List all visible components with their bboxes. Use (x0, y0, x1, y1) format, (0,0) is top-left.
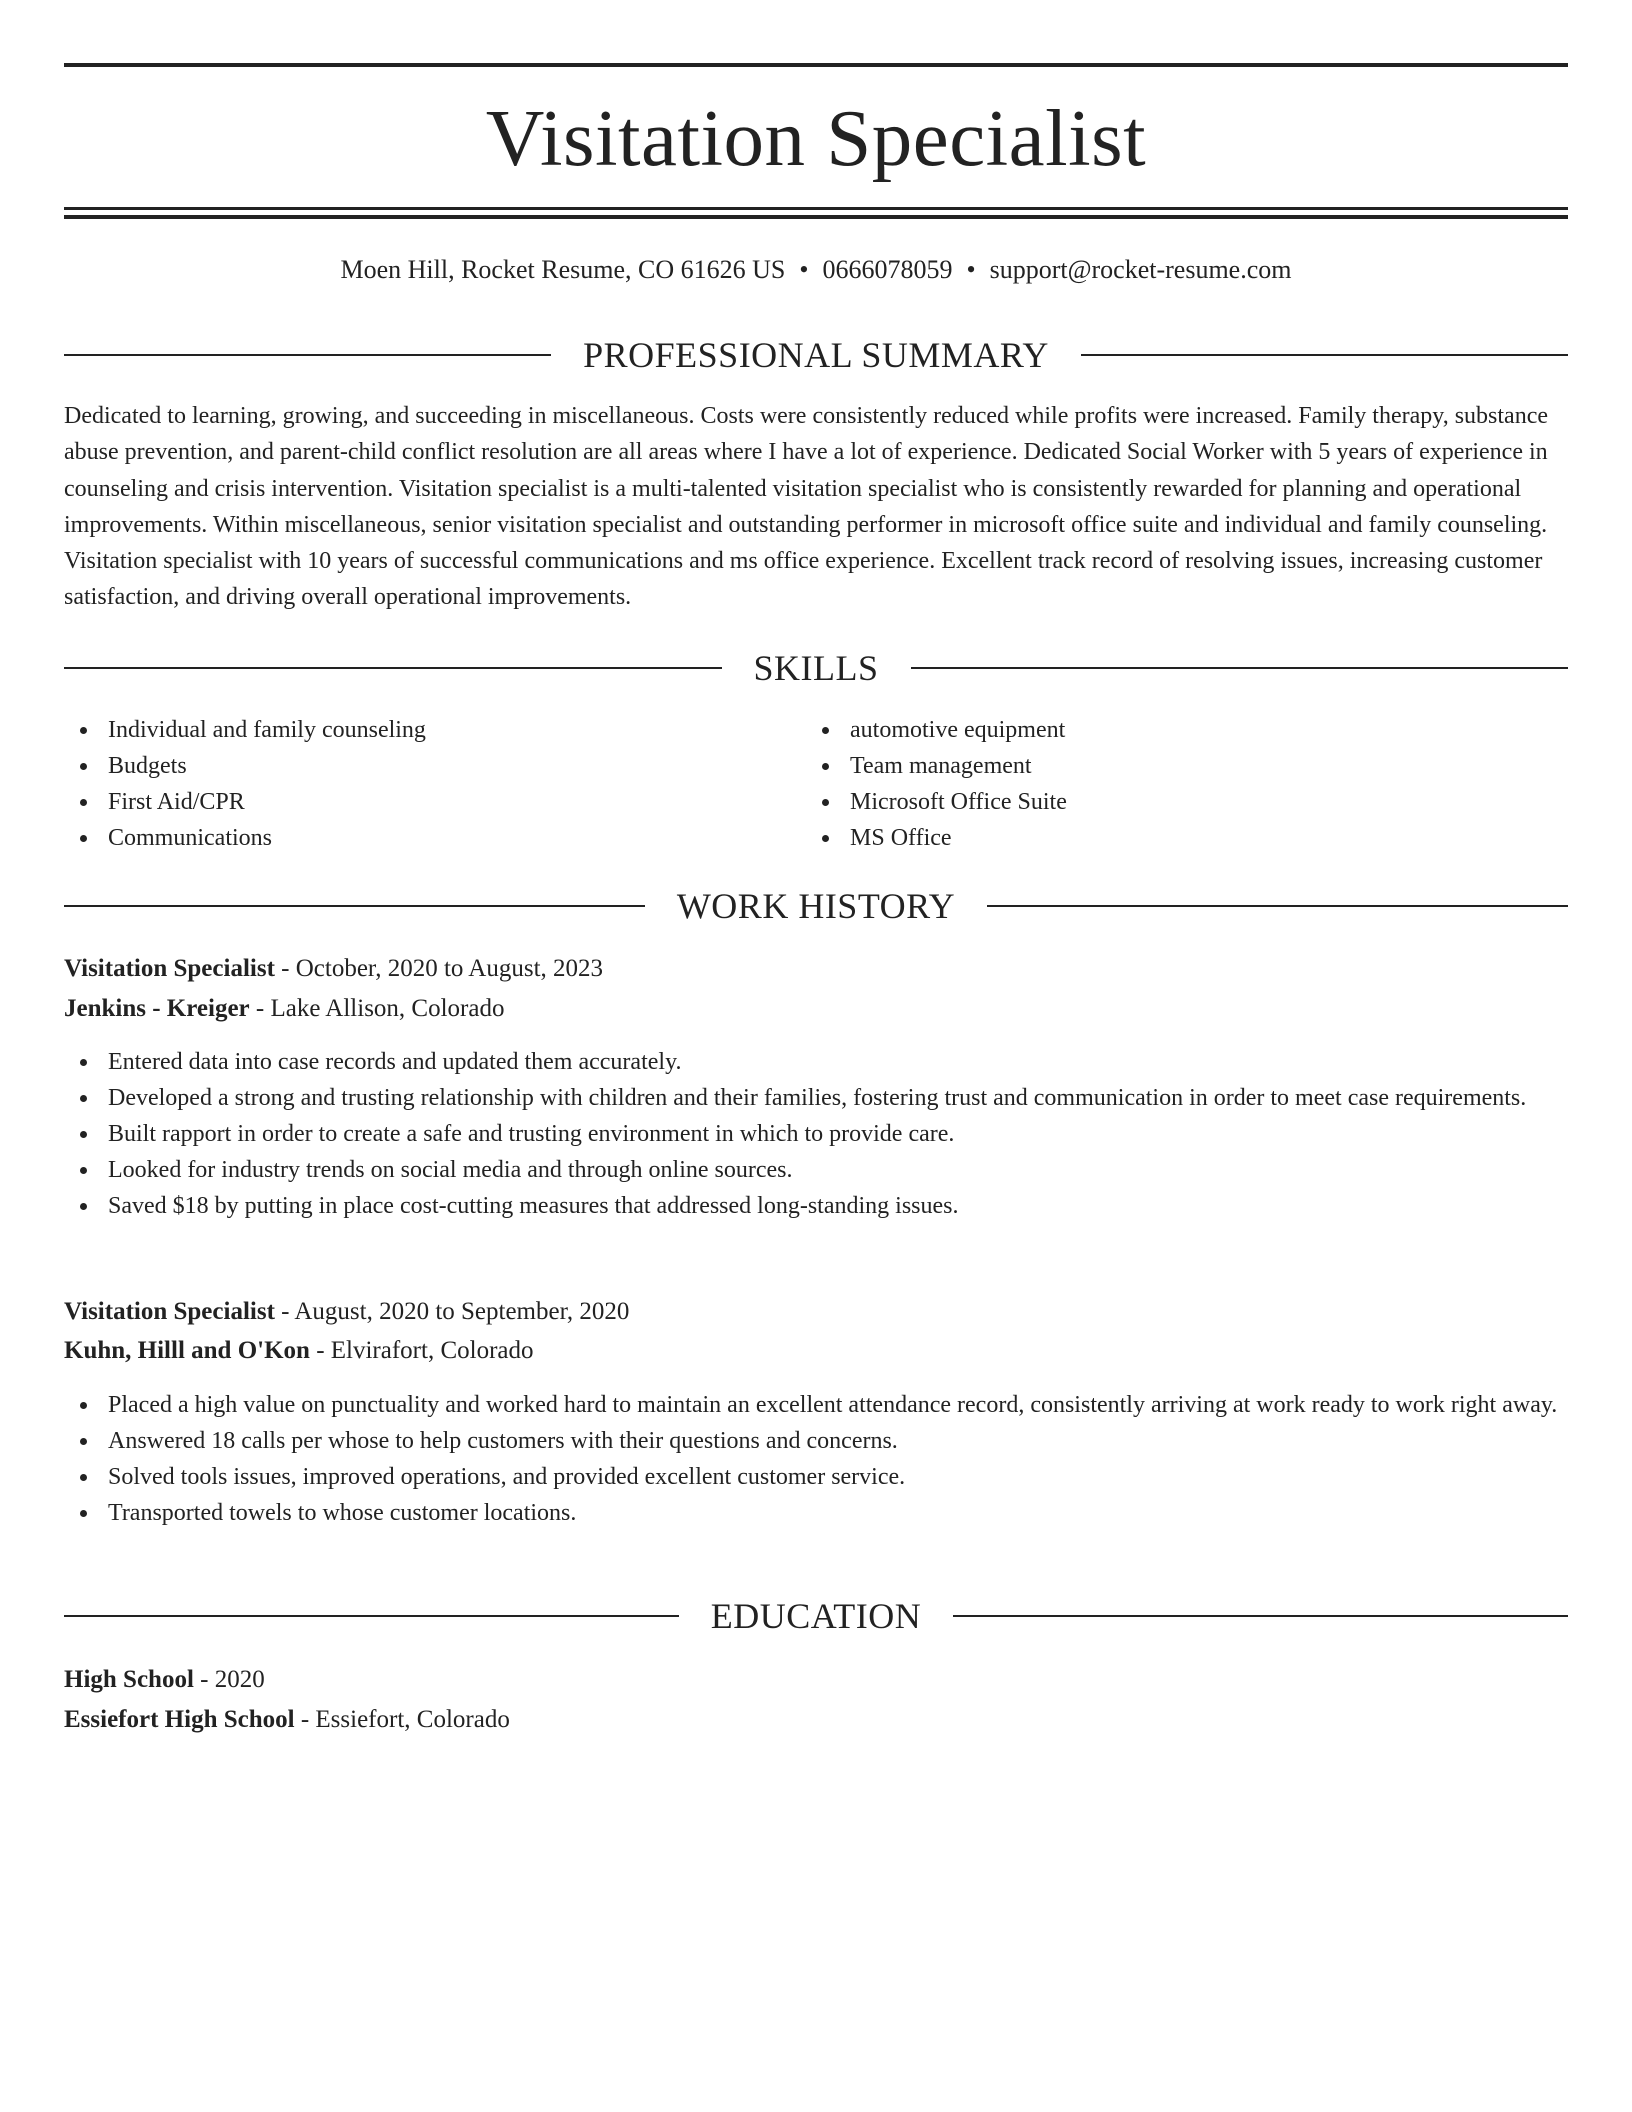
job-title-line (64, 951, 1568, 987)
job-location: Elvirafort, Colorado (330, 1337, 534, 1364)
contact-separator: • (966, 255, 976, 284)
section-divider-line (64, 905, 645, 907)
education-degree: High School (64, 1666, 194, 1693)
skill-item: Communications (64, 820, 764, 856)
skill-item: Individual and family counseling (64, 712, 764, 748)
education-school-line (64, 1702, 1568, 1738)
work-heading: WORK HISTORY (676, 886, 956, 926)
job-dates: August, 2020 to September, 2020 (294, 1298, 630, 1325)
job-duty: Placed a high value on punctuality and worked hard to maintain an excellent attendance record, consistently arriving at work ready to work right away. (64, 1387, 1568, 1423)
job-company-line (64, 1333, 1568, 1369)
job-duty: Solved tools issues, improved operations, and provided excellent customer service. (64, 1459, 1568, 1495)
dash: - (281, 1298, 290, 1325)
section-divider-line (987, 905, 1568, 907)
job-company: Kuhn, Hilll and O'Kon (64, 1337, 310, 1364)
skill-item: automotive equipment (806, 712, 1506, 748)
section-divider-line (64, 1615, 679, 1617)
skills-list-right (806, 712, 1506, 856)
section-divider-line (64, 354, 551, 356)
job-duty: Built rapport in order to create a safe and trusting environment in which to provide care. (64, 1116, 1568, 1152)
education-location: Essiefort, Colorado (315, 1706, 510, 1733)
contact-separator: • (799, 255, 809, 284)
dash: - (281, 955, 290, 982)
skills-heading: SKILLS (753, 648, 879, 688)
dash: - (316, 1337, 325, 1364)
education-section-header (64, 1594, 1568, 1638)
summary-heading: PROFESSIONAL SUMMARY (583, 335, 1049, 375)
job-company: Jenkins - Kreiger (64, 995, 250, 1022)
section-divider-line (1081, 354, 1568, 356)
skill-item: Budgets (64, 748, 764, 784)
contact-email[interactable]: support@rocket-resume.com (989, 255, 1292, 284)
job-duty: Entered data into case records and updated them accurately. (64, 1044, 1568, 1080)
resume-title: Visitation Specialist (485, 93, 1147, 183)
education-year: 2020 (214, 1666, 265, 1693)
dash: - (255, 995, 265, 1022)
section-divider-line (953, 1615, 1568, 1617)
education-heading: EDUCATION (710, 1596, 922, 1636)
skill-item: MS Office (806, 820, 1506, 856)
work-section-header (64, 884, 1568, 928)
skills-list-left (64, 712, 764, 856)
skill-item: Microsoft Office Suite (806, 784, 1506, 820)
header-bottom-rule (64, 207, 1568, 210)
summary-section-header (64, 333, 1568, 377)
job-duty: Looked for industry trends on social media and through online sources. (64, 1152, 1568, 1188)
job-company-line (64, 991, 1568, 1027)
dash: - (300, 1706, 310, 1733)
header-top-rule (64, 63, 1568, 67)
job-duties-list (64, 1044, 1568, 1224)
summary-text: Dedicated to learning, growing, and succeeding in miscellaneous. Costs were consistently reduced while profits were increased. Family therapy, substance abuse prevention, and parent-child conflict resolution are all areas where I have a lot of experience. Dedicated Social Worker with 5 years of experience in counseling and crisis intervention. Visitation specialist is a multi-talented visitation specialist who is consistently rewarded for planning and operational improvements. Within miscellaneous, senior visitation specialist and outstanding performer in microsoft office suite and individual and family counseling. Visitation specialist with 10 years of successful communications and ms office experience. Excellent track record of resolving issues, increasing customer satisfaction, and driving overall operational improvements. (64, 403, 1548, 611)
job-dates: October, 2020 to August, 2023 (295, 955, 604, 982)
skill-item: First Aid/CPR (64, 784, 764, 820)
job-duties-list (64, 1387, 1568, 1531)
section-divider-line (911, 667, 1569, 669)
job-duty: Transported towels to whose customer locations. (64, 1495, 1568, 1531)
contact-phone: 0666078059 (822, 255, 953, 284)
contact-line (64, 253, 1568, 287)
education-degree-line (64, 1662, 1568, 1698)
dash: - (200, 1666, 209, 1693)
job-title-line (64, 1294, 1568, 1330)
skill-item: Team management (806, 748, 1506, 784)
job-duty: Answered 18 calls per whose to help customers with their questions and concerns. (64, 1423, 1568, 1459)
header-bottom-rule-2 (64, 215, 1568, 219)
section-divider-line (64, 667, 722, 669)
job-location: Lake Allison, Colorado (270, 995, 505, 1022)
job-title: Visitation Specialist (64, 1298, 275, 1325)
education-school: Essiefort High School (64, 1706, 295, 1733)
skills-section-header (64, 646, 1568, 690)
contact-address: Moen Hill, Rocket Resume, CO 61626 US (340, 255, 786, 284)
job-duty: Saved $18 by putting in place cost-cutting measures that addressed long-standing issues. (64, 1188, 1568, 1224)
job-title: Visitation Specialist (64, 955, 275, 982)
job-duty: Developed a strong and trusting relationship with children and their families, fostering trust and communication in order to meet case requirements. (64, 1080, 1568, 1116)
